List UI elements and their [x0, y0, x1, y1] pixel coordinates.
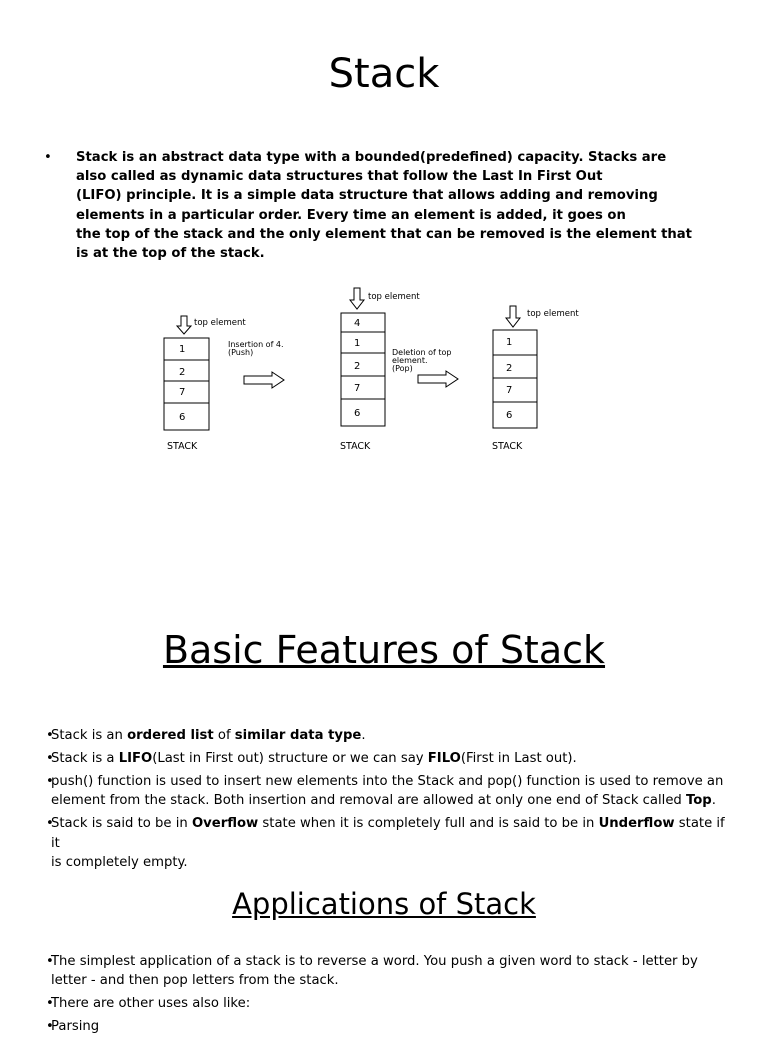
stack-cell: 2	[506, 363, 513, 374]
list-item	[46, 814, 736, 872]
item-text: The simplest application of a stack is to reverse a word. You push a given word to stack - letter by	[51, 954, 698, 969]
item-bold-text: FILO	[427, 750, 461, 766]
stack-cell: 2	[354, 361, 361, 372]
item-text: (First in Last out).	[460, 750, 577, 766]
deletion-label: Deletion of top	[392, 348, 452, 357]
intro-line: is at the top of the stack.	[76, 246, 265, 262]
item-bold-text: similar data type	[234, 728, 362, 743]
top-element-label: top element	[194, 318, 246, 328]
item-text: Parsing	[51, 1019, 100, 1035]
stack-label: STACK	[340, 441, 371, 452]
bullet-icon: •	[44, 150, 52, 165]
item-bold-text: Overflow	[191, 816, 259, 832]
stack-cell: 1	[506, 337, 513, 348]
deletion-label: element.	[392, 356, 428, 365]
item-text: .	[361, 728, 366, 743]
item-text: letter - and then pop letters from the stack.	[51, 973, 339, 989]
top-element-label: top element	[527, 309, 579, 319]
down-arrow-icon	[177, 316, 191, 334]
stack-cell: 4	[354, 318, 361, 329]
right-arrow-icon	[244, 372, 284, 388]
stack-cell: 7	[179, 387, 186, 398]
item-text: (Last in First out) structure or we can say	[152, 750, 428, 766]
stack-diagram	[150, 282, 610, 462]
item-text: is completely empty.	[51, 854, 188, 870]
insertion-label: Insertion of 4.	[228, 340, 284, 349]
list-item	[46, 749, 736, 768]
stack-cell: 6	[179, 412, 186, 423]
stack-label: STACK	[492, 441, 523, 452]
item-text: Stack is an	[51, 728, 128, 743]
item-text: There are other uses also like:	[51, 996, 251, 1012]
list-item	[46, 772, 736, 811]
item-text: state when it is completely full and is said to be in	[258, 816, 599, 832]
features-heading: Basic Features of Stack	[162, 628, 606, 672]
page-title: Stack	[328, 51, 440, 97]
stack-cell: 7	[354, 383, 361, 394]
down-arrow-icon	[350, 288, 364, 309]
stack-1	[164, 316, 246, 452]
item-bold-text: ordered list	[127, 728, 214, 743]
intro-line: (LIFO) principle. It is a simple data structure that allows adding and removing	[76, 188, 658, 204]
stack-cell: 7	[506, 385, 513, 396]
deletion-label: (Pop)	[392, 364, 413, 373]
item-text: state if it	[51, 816, 725, 851]
stack-cell: 2	[179, 367, 186, 378]
features-list	[46, 726, 736, 876]
applications-list	[46, 952, 736, 1040]
item-text: .	[711, 793, 716, 809]
intro-paragraph	[44, 148, 724, 263]
intro-line: elements in a particular order. Every time an element is added, it goes on	[76, 207, 626, 223]
item-bold-text: Top	[686, 793, 712, 809]
item-bold-text: LIFO	[118, 750, 153, 766]
intro-line: the top of the stack and the only element that can be removed is the element that	[76, 226, 692, 242]
insertion-label: (Push)	[228, 348, 254, 357]
item-text: element from the stack. Both insertion and removal are allowed at only one end of Stack called	[51, 793, 686, 809]
down-arrow-icon	[506, 306, 520, 327]
list-item	[46, 994, 736, 1013]
intro-line: also called as dynamic data structures that follow the Last In First Out	[76, 169, 603, 185]
top-element-label: top element	[368, 292, 420, 302]
item-bold-text: Underflow	[598, 816, 675, 832]
list-item	[46, 1017, 736, 1036]
list-item	[46, 952, 736, 991]
stack-label: STACK	[167, 441, 198, 452]
stack-cell: 6	[506, 410, 513, 421]
stack-cell: 1	[354, 338, 361, 349]
right-arrow-icon	[418, 371, 458, 387]
item-text: push() function is used to insert new elements into the Stack and pop() function is used to remove an	[51, 773, 724, 789]
stack-cell: 6	[354, 408, 361, 419]
intro-line: Stack is an abstract data type with a bounded(predefined) capacity. Stacks are	[76, 150, 667, 165]
stack-3	[492, 306, 579, 452]
list-item	[46, 726, 736, 745]
item-text: of	[213, 728, 235, 743]
stack-cell: 1	[179, 344, 186, 355]
applications-heading: Applications of Stack	[232, 887, 536, 921]
item-text: Stack is a	[51, 750, 119, 766]
item-text: Stack is said to be in	[51, 816, 192, 832]
